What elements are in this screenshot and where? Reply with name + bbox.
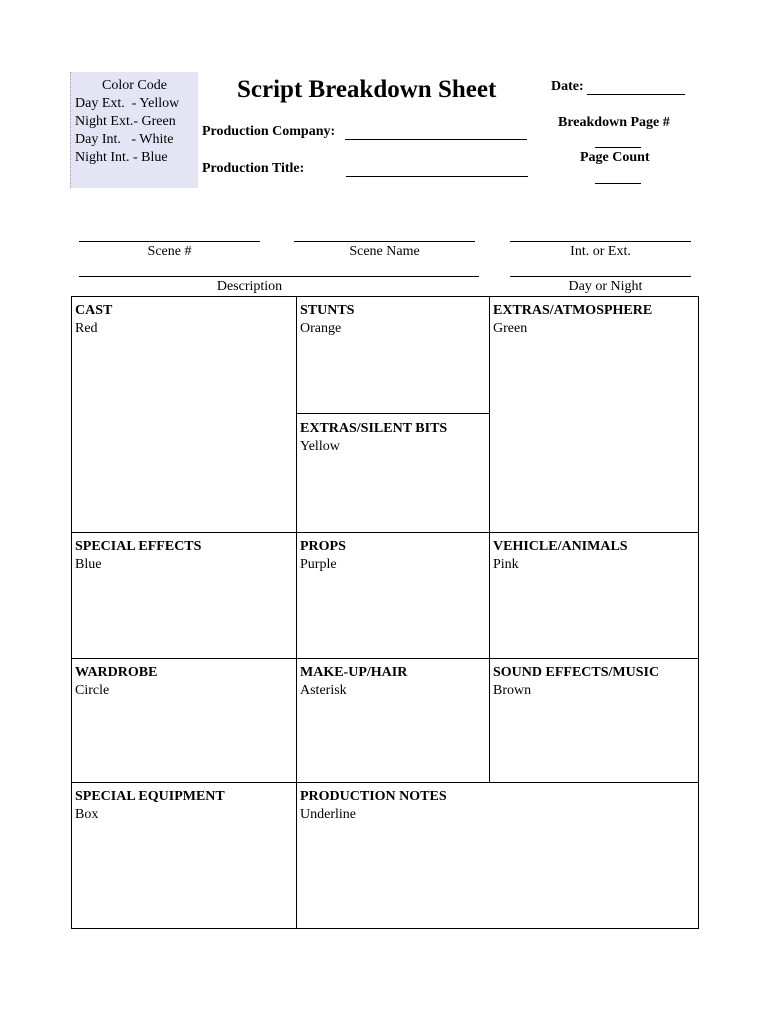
page-title: Script Breakdown Sheet xyxy=(237,76,497,103)
extras-atmosphere-color: Green xyxy=(493,321,528,336)
special-equipment-marker: Box xyxy=(75,807,99,822)
production-title-label: Production Title: xyxy=(202,161,305,176)
color-code-title: Color Code xyxy=(102,78,167,93)
production-company-field[interactable] xyxy=(345,139,527,140)
special-effects-color: Blue xyxy=(75,557,102,572)
props-heading: PROPS xyxy=(300,539,346,554)
stunts-section[interactable] xyxy=(296,297,489,413)
special-equipment-heading: SPECIAL EQUIPMENT xyxy=(75,789,225,804)
date-field[interactable] xyxy=(587,94,685,95)
stunts-heading: STUNTS xyxy=(300,303,355,318)
extras-atmosphere-section[interactable] xyxy=(489,297,699,532)
page-count-field[interactable] xyxy=(595,183,641,184)
vehicle-animals-heading: VEHICLE/ANIMALS xyxy=(493,539,628,554)
production-company-label: Production Company: xyxy=(202,124,336,139)
sound-effects-music-color: Brown xyxy=(493,683,532,698)
special-equipment-section[interactable] xyxy=(71,783,296,929)
wardrobe-section[interactable] xyxy=(71,659,296,782)
special-effects-section[interactable] xyxy=(71,533,296,658)
date-label: Date: xyxy=(551,79,584,94)
vehicle-animals-color: Pink xyxy=(493,557,519,572)
props-section[interactable] xyxy=(296,533,489,658)
stunts-color: Orange xyxy=(300,321,342,336)
page-count-label: Page Count xyxy=(580,150,650,165)
vehicle-animals-section[interactable] xyxy=(489,533,699,658)
color-code-line-night-int: Night Int. - Blue xyxy=(75,150,168,165)
extras-silent-bits-section[interactable] xyxy=(296,415,489,532)
extras-silent-bits-color: Yellow xyxy=(300,439,340,454)
color-code-line-night-ext: Night Ext.- Green xyxy=(75,114,176,129)
scene-name-field[interactable] xyxy=(294,241,475,242)
color-code-legend xyxy=(70,72,198,188)
int-ext-field[interactable] xyxy=(510,241,691,242)
makeup-hair-heading: MAKE-UP/HAIR xyxy=(300,665,408,680)
breakdown-page-label: Breakdown Page # xyxy=(558,115,670,130)
scene-number-label: Scene # xyxy=(147,244,192,259)
scene-name-label: Scene Name xyxy=(349,244,420,259)
int-ext-label: Int. or Ext. xyxy=(570,244,631,259)
description-field[interactable] xyxy=(79,276,479,277)
extras-silent-bits-heading: EXTRAS/SILENT BITS xyxy=(300,421,448,436)
cast-section[interactable] xyxy=(71,297,296,532)
extras-atmosphere-heading: EXTRAS/ATMOSPHERE xyxy=(493,303,653,318)
makeup-hair-marker: Asterisk xyxy=(300,683,347,698)
color-code-line-day-ext: Day Ext. - Yellow xyxy=(75,96,180,111)
makeup-hair-section[interactable] xyxy=(296,659,489,782)
description-label: Description xyxy=(216,279,283,294)
production-notes-section[interactable] xyxy=(296,783,699,929)
production-title-field[interactable] xyxy=(346,176,528,177)
wardrobe-marker: Circle xyxy=(75,683,110,698)
scene-number-field[interactable] xyxy=(79,241,260,242)
cast-heading: CAST xyxy=(75,303,113,318)
production-notes-heading: PRODUCTION NOTES xyxy=(300,789,447,804)
cast-color: Red xyxy=(75,321,98,336)
special-effects-heading: SPECIAL EFFECTS xyxy=(75,539,202,554)
day-night-field[interactable] xyxy=(510,276,691,277)
sound-effects-music-section[interactable] xyxy=(489,659,699,782)
props-color: Purple xyxy=(300,557,337,572)
day-night-label: Day or Night xyxy=(568,279,643,294)
wardrobe-heading: WARDROBE xyxy=(75,665,158,680)
sound-effects-music-heading: SOUND EFFECTS/MUSIC xyxy=(493,665,660,680)
breakdown-page-field[interactable] xyxy=(595,147,641,148)
color-code-line-day-int: Day Int. - White xyxy=(75,132,174,147)
production-notes-marker: Underline xyxy=(300,807,356,822)
grid-divider-stunts xyxy=(296,413,489,414)
